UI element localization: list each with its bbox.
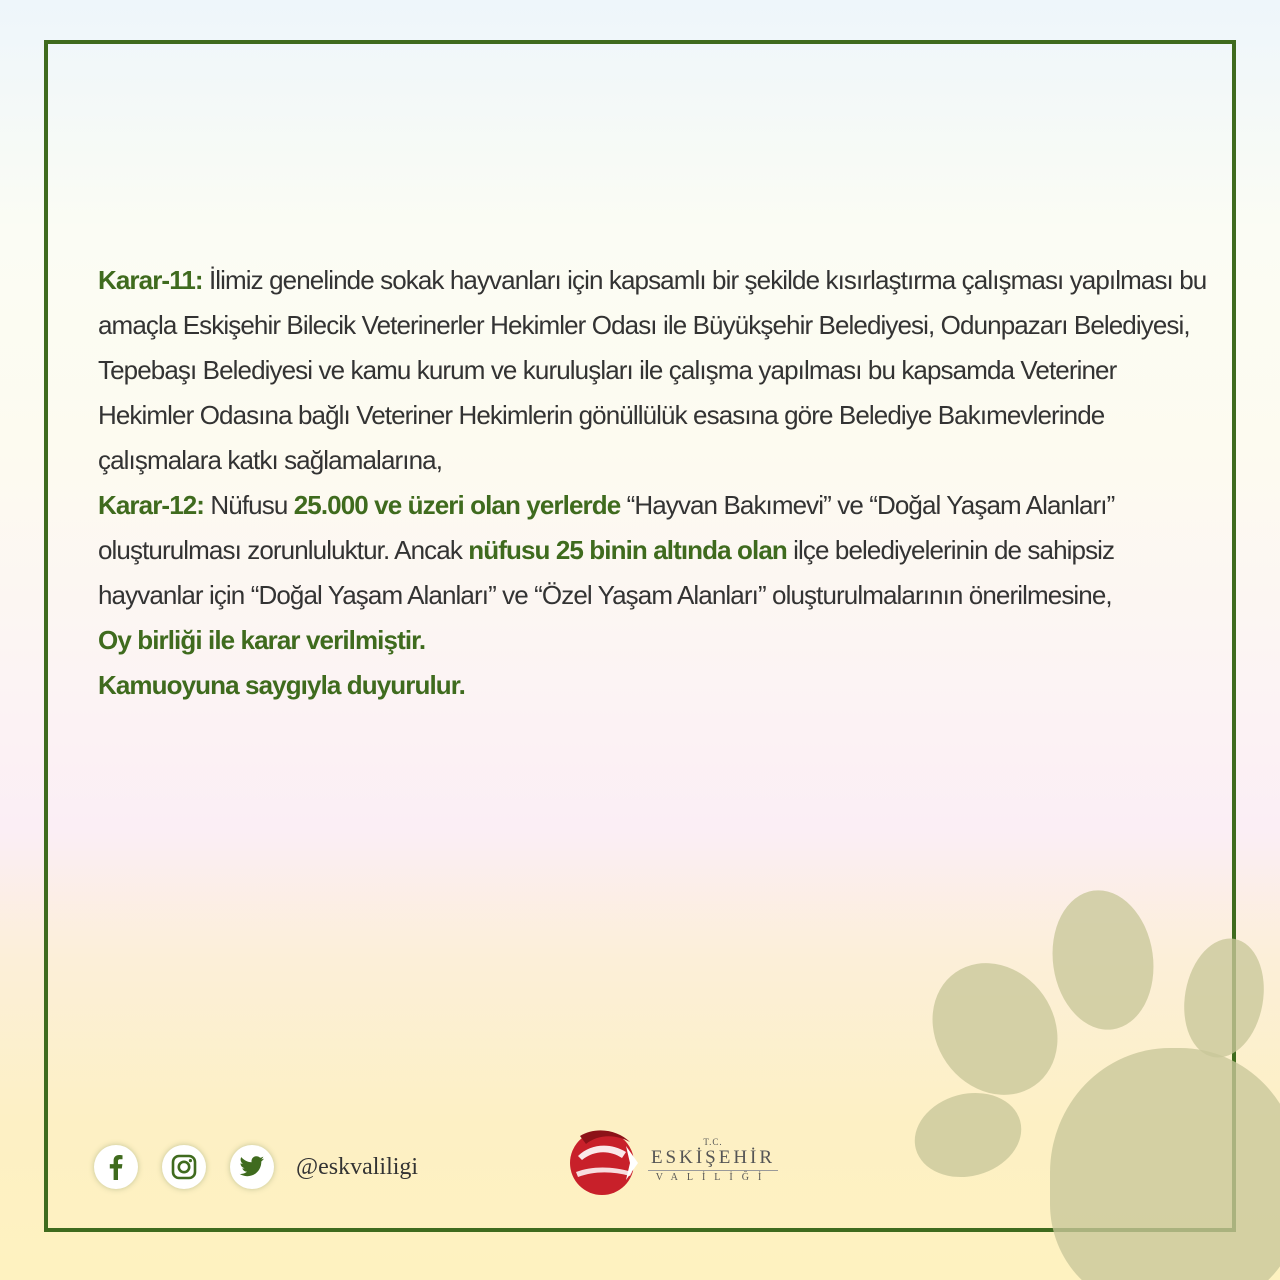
facebook-button[interactable] (94, 1145, 138, 1189)
paw-print-decoration (900, 880, 1280, 1280)
logo-tc: T.C. (703, 1137, 723, 1147)
eskisehir-valiligi-logo (566, 1126, 786, 1200)
twitter-button[interactable] (230, 1145, 274, 1189)
logo-subtitle: VALİLİĞİ (648, 1170, 778, 1185)
facebook-icon (105, 1154, 127, 1180)
decision-11-label: Karar-11: (98, 265, 203, 295)
decision-11-text: İlimiz genelinde sokak hayvanları için kapsamlı bir şekilde kısırlaştırma çalışması yapılması bu amaçla Eskişehir Bilecik Veterinerler Hekimler Odası ile Büyükşehir Belediyesi, Odunpazarı Belediyesi, Tepebaşı Belediyesi ve kamu kurum ve kuruluşları ile çalışma yapılması bu kapsamda Veteriner Hekimler Odasına bağlı Veteriner Hekimlerin gönüllülük esasına göre Belediye Bakımevlerinde çalışmalara katkı sağlamalarına, (98, 265, 1207, 475)
decision-11-paragraph (98, 258, 1208, 483)
logo-wordmark (648, 1136, 778, 1185)
instagram-icon (171, 1154, 197, 1180)
decision-12-highlight-1: 25.000 ve üzeri olan yerlerde (293, 490, 621, 520)
social-links (94, 1144, 418, 1190)
unanimous-decision-line: Oy birliği ile karar verilmiştir. (98, 625, 426, 655)
decision-12-text-3: ilçe belediyelerinin de sahipsiz hayvanlar için “Doğal Yaşam Alanları” ve “Özel Yaşam Alanları” oluşturulmalarının önerilmesine, (98, 535, 1115, 610)
decision-12-text-1: Nüfusu (204, 490, 294, 520)
announcement-body (98, 258, 1208, 708)
decision-12-text-2: “Hayvan Bakımevi” ve “Doğal Yaşam Alanları” oluşturulması zorunluluktur. Ancak (98, 490, 1115, 565)
instagram-button[interactable] (162, 1145, 206, 1189)
decision-12-paragraph (98, 483, 1208, 618)
social-handle[interactable]: @eskvaliligi (296, 1153, 419, 1180)
twitter-icon (239, 1156, 265, 1178)
decision-12-highlight-2: nüfusu 25 binin altında olan (468, 535, 787, 565)
decision-12-label: Karar-12: (98, 490, 205, 520)
valilik-emblem-icon (566, 1126, 642, 1200)
public-announcement-line: Kamuoyuna saygıyla duyurulur. (98, 670, 465, 700)
logo-city-name: ESKİŞEHİR (650, 1147, 776, 1168)
